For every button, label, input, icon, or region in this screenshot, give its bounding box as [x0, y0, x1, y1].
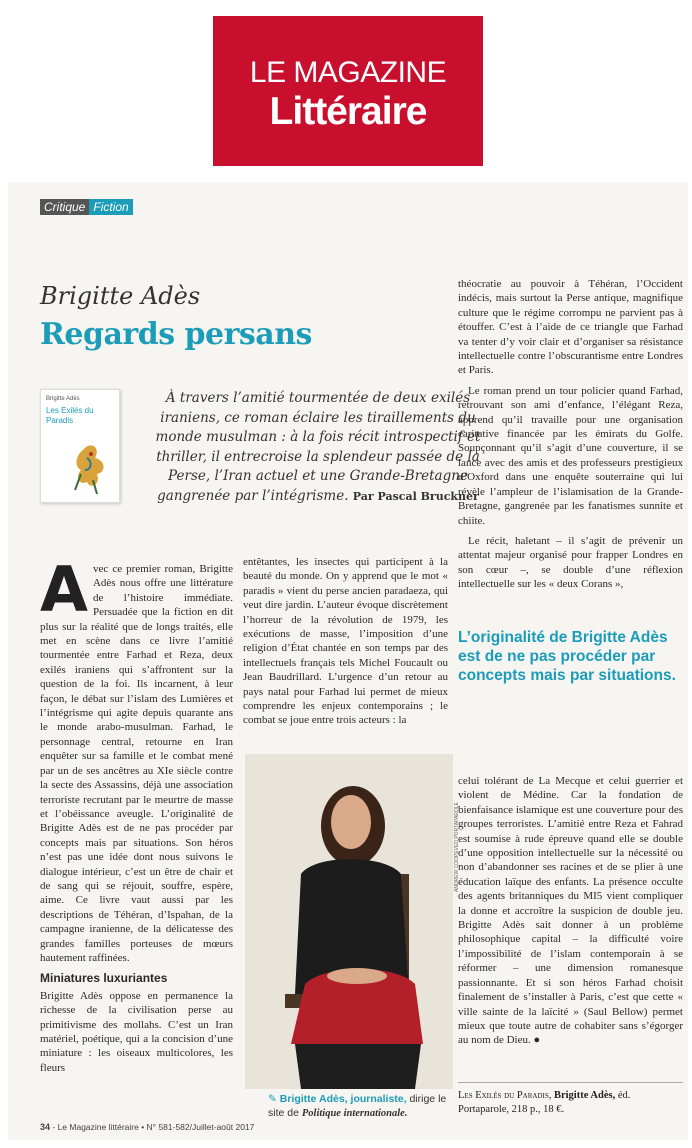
col2-paragraph-1: entêtantes, les insectes qui participent à la beauté du monde. On y apprend que le mot « paradis » vient du perse ancien paradaeza, qui veut dire jardin. L’auteur évoque discrètement l’horreur de la révolution de 1979, les exécutions de masse, l’imposition d’une religion d’État chantée en son temps par des intellectuels français tels Michel Foucault ou Jean Baudrillard. L’urgence d’un retour au pays natal pour Farhad lui permet de mieux comprendre les enjeux contemporains ; le combat se joue entre trois acteurs : la — [243, 556, 448, 727]
book-cover-author: Brigitte Adès — [46, 396, 80, 402]
column-3-top — [458, 277, 683, 598]
ref-title: Les Exilés du Paradis, — [458, 1090, 552, 1101]
col1-paragraph-1: vec ce premier roman, Brigitte Adès nous offre une littérature de l’histoire immédiate. Persuadée que la fiction en dit plus sur la réalité que de longs traités, elle met en scène dans ce livre l’amitié tourmentée entre Farhad et Reza, deux exilés iraniens qui s’affrontent sur la question de la foi. Ils incarnent, à leur façon, le débat sur l’islam des Lumières et l’intégrisme qui agite depuis quarante ans le monde arabo-musulman. Farhad, le personnage central, retourne en Iran enquêter sur sa famille et le combat mené par un de ses ancêtres au XIe siècle contre la secte des Assassins, déjà une association terroriste recrutant par le meurtre de masse et l’obéissance aveugle. L’originalité de Brigitte Adès est de ne pas procéder par concepts mais par situations. Son héros n’est pas une idée dont nous suivons le dialogue intérieur, c’est un être de chair et de sang qui se réjouit, souffre, espère, aime. Ce livre vaut aussi par les descriptions de Téhéran, d’Ispahan, de la campagne iranienne, de la délicatesse des grandes familles porteuses de mœurs hautement raffinées. — [40, 563, 233, 964]
col3-paragraph-3: Le récit, haletant – il s’agit de prévenir un attentat majeur organisé pour frapper Londres en son cœur –, se double d’une réflexion intellectuelle sur les « deux Corans », — [458, 534, 683, 591]
pen-icon: ✎ — [268, 1093, 277, 1105]
col3-paragraph-4: celui tolérant de La Mecque et celui guerrier et violent de Médine. Car la fondation de bienfaisance islamique est une couverture pour des groupes terroristes. L’amitié entre Reza et Fahrad est soumise à rude épreuve quand elle se double d’une opposition intellectuelle sur la nécessité ou non d’abandonner ses racines et de se plier à une éducation laïque des enfants. La présence occulte des agents britanniques du MI5 vient compliquer la donne et accroître la suspicion de double jeu. Brigitte Adès sait donner à un problème philosophique capital – la difficulté voire l’impossibilité de l’islam contemporain à se réformer – une dimension romanesque passionnante. Et si son héros Farhad choisit finalement de s’installer à Paris, c’est que cette « ville sainte de la laïcité » (Saul Bellow) permet mieux que toute autre de cohabiter sans s’égorger au nom de Dieu. ● — [458, 775, 683, 1047]
article-title: Regards persans — [40, 317, 312, 352]
col1-paragraph-2: Brigitte Adès oppose en permanence la richesse de la civilisation perse au primitivisme des mollahs. C’est un Iran matériel, poétique, qui a la concision d’une miniature : les oiseaux multicolores, les fleurs — [40, 989, 233, 1074]
subheading: Miniatures luxuriantes — [40, 971, 168, 986]
article-author: Brigitte Adès — [40, 282, 201, 310]
ref-publisher: éd. Portaparole, 218 p., 18 €. — [458, 1090, 631, 1115]
logo-line-1: LE MAGAZINE — [249, 56, 447, 89]
intro-text: À travers l’amitié tourmentée de deux exilés iraniens, ce roman éclaire les tiraillements du monde musulman : à la fois récit introspectif et thriller, il entrecroise la splendeur passée de la Perse, l’Iran actuel et une Grande-Bretagne gangrenée par l’intégrisme. — [155, 390, 481, 504]
pull-quote: L’originalité de Brigitte Adès est de ne pas procéder par concepts mais par situations. — [458, 629, 676, 684]
photo-credit: ANDREW COOPEVED PORTAPAROLE — [454, 801, 460, 892]
author-portrait-icon — [245, 754, 453, 1089]
col3-paragraph-1: théocratie au pouvoir à Téhéran, l’Occident indécis, mais surtout la Perse antique, magnifique culture que le régime corrompu ne parvient pas à étouffer. C’est à l’aide de ce triangle que Farhad va tenter d’y voir clair et d’organiser sa résistance intellectuelle contre l’obscurantisme entre Londres et Paris. — [458, 278, 683, 377]
section-rubric — [40, 199, 133, 215]
rubric-critique: Critique — [40, 199, 89, 215]
page-number: 34 — [40, 1122, 51, 1132]
page-folio — [40, 1122, 254, 1132]
author-photo — [245, 754, 453, 1089]
article-intro — [143, 389, 493, 506]
column-1 — [40, 553, 233, 1081]
photo-caption — [268, 1092, 458, 1121]
book-reference — [458, 1082, 683, 1117]
column-2 — [243, 555, 448, 734]
logo-line-2: Littéraire — [269, 90, 427, 133]
ref-author: Brigitte Adès, — [553, 1090, 616, 1101]
column-3-bottom — [458, 774, 683, 1054]
book-cover-title: Les Exilés du Paradis — [46, 406, 94, 425]
magazine-logo — [213, 16, 483, 166]
rubric-fiction: Fiction — [89, 199, 132, 215]
caption-site: Politique internationale. — [301, 1108, 408, 1119]
bird-illustration-icon — [71, 440, 111, 495]
byline: Par Pascal Bruckner — [352, 489, 479, 503]
folio-text: - Le Magazine littéraire • N° 581-582/Juillet-août 2017 — [52, 1122, 255, 1132]
article-page — [8, 182, 688, 1140]
caption-rest: dirige le site de — [268, 1093, 447, 1119]
book-cover — [40, 389, 120, 503]
col3-paragraph-2: Le roman prend un tour policier quand Farhad, retrouvant son ami d’enfance, l’élégant Reza, apprend qu’il travaille pour une organisation caritative financée par les émirats du Golfe. Soupçonnant qu’il s’agit d’une couverture, il se lance avec des amis et des professeurs prestigieux d’Oxford dans une enquête souterraine qui lui révèle l’ampleur de l’islamisation de la Grande-Bretagne, gangrenée par les fanatismes sunnite et chiite. — [458, 384, 683, 527]
caption-name: Brigitte Adès, journaliste, — [279, 1093, 407, 1105]
drop-cap: A — [40, 553, 88, 626]
